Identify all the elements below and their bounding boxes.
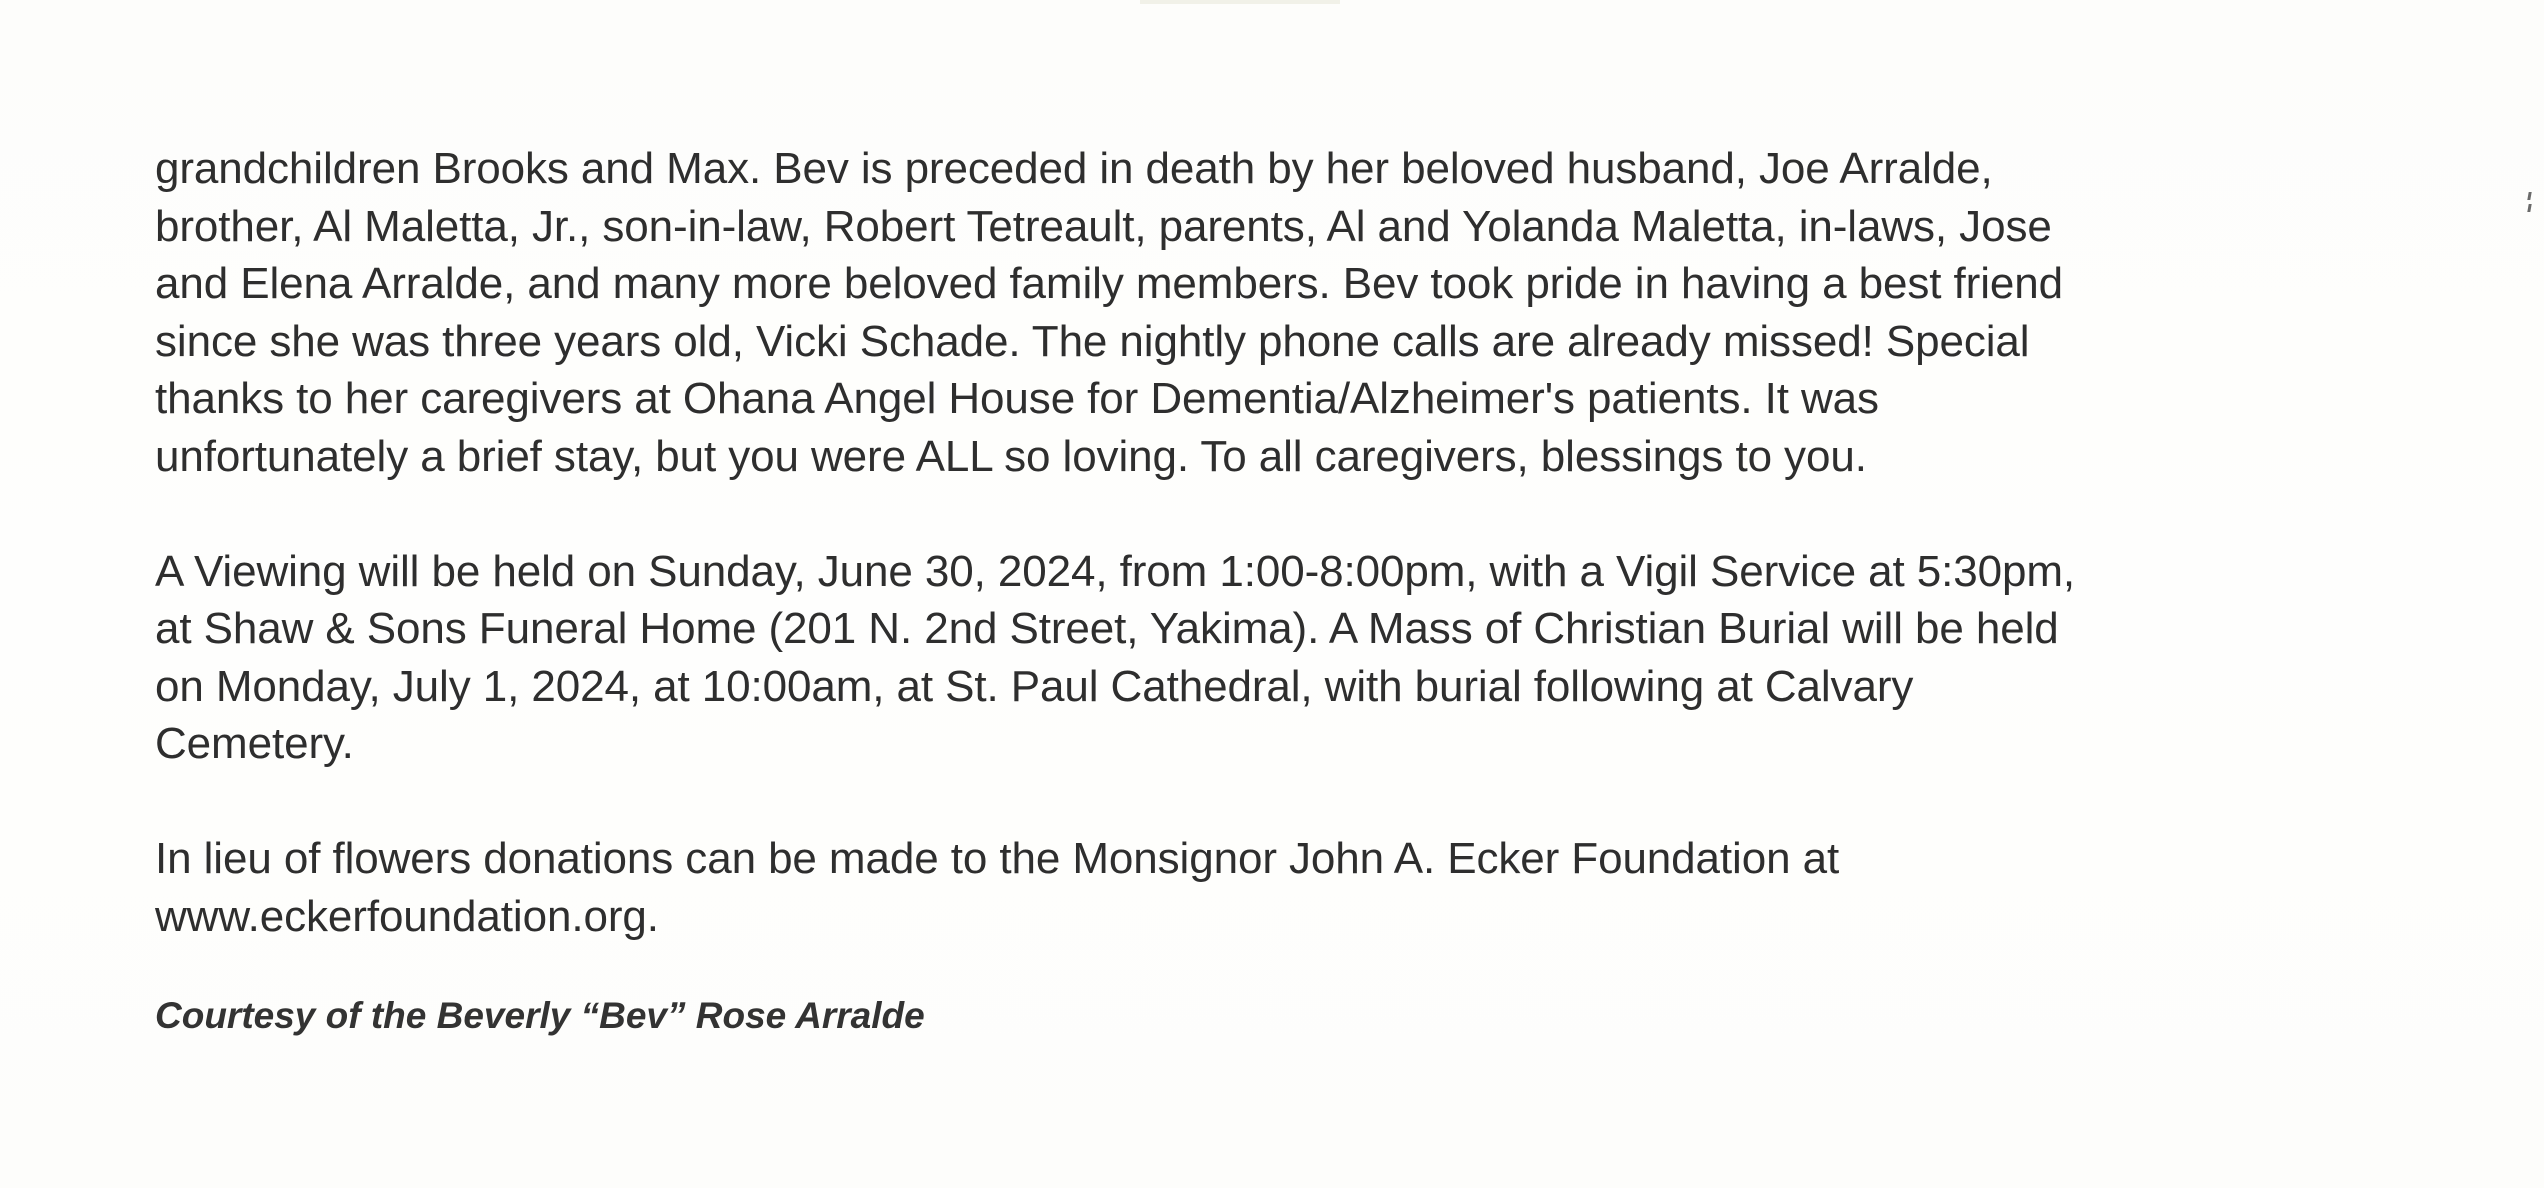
text-line: and Elena Arralde, and many more beloved family members. Bev took pride in having a best friend: [155, 259, 2063, 308]
text-line: In lieu of flowers donations can be made to the Monsignor John A. Ecker Foundation at: [155, 834, 1840, 883]
courtesy-line: Courtesy of the Beverly “Bev” Rose Arralde: [155, 994, 925, 1036]
text-line: Cemetery.: [155, 719, 354, 768]
text-line: www.eckerfoundation.org.: [155, 891, 659, 941]
family-paragraph: [155, 140, 2495, 485]
obituary-text: [155, 140, 2495, 1041]
services-paragraph: [155, 543, 2495, 773]
text-line: brother, Al Maletta, Jr., son-in-law, Robert Tetreault, parents, Al and Yolanda Maletta, in-laws, Jose: [155, 201, 2052, 251]
scan-edge-mark: [1140, 0, 1340, 4]
text-line: on Monday, July 1, 2024, at 10:00am, at St. Paul Cathedral, with burial following at Calvary: [155, 661, 1914, 711]
text-line: A Viewing will be held on Sunday, June 30, 2024, from 1:00-8:00pm, with a Vigil Service at 5:30pm,: [155, 546, 2076, 596]
donations-paragraph: [155, 830, 2495, 945]
text-line: grandchildren Brooks and Max. Bev is preceded in death by her beloved husband, Joe Arralde,: [155, 144, 1993, 193]
text-line: since she was three years old, Vicki Schade. The nightly phone calls are already missed! Special: [155, 316, 2030, 366]
text-line: at Shaw & Sons Funeral Home (201 N. 2nd Street, Yakima). A Mass of Christian Burial will be held: [155, 604, 2059, 653]
text-line: thanks to her caregivers at Ohana Angel House for Dementia/Alzheimer's patients. It was: [155, 374, 1879, 423]
text-line: unfortunately a brief stay, but you were ALL so loving. To all caregivers, blessings to you.: [155, 431, 1867, 481]
scan-speck: [2528, 192, 2531, 214]
